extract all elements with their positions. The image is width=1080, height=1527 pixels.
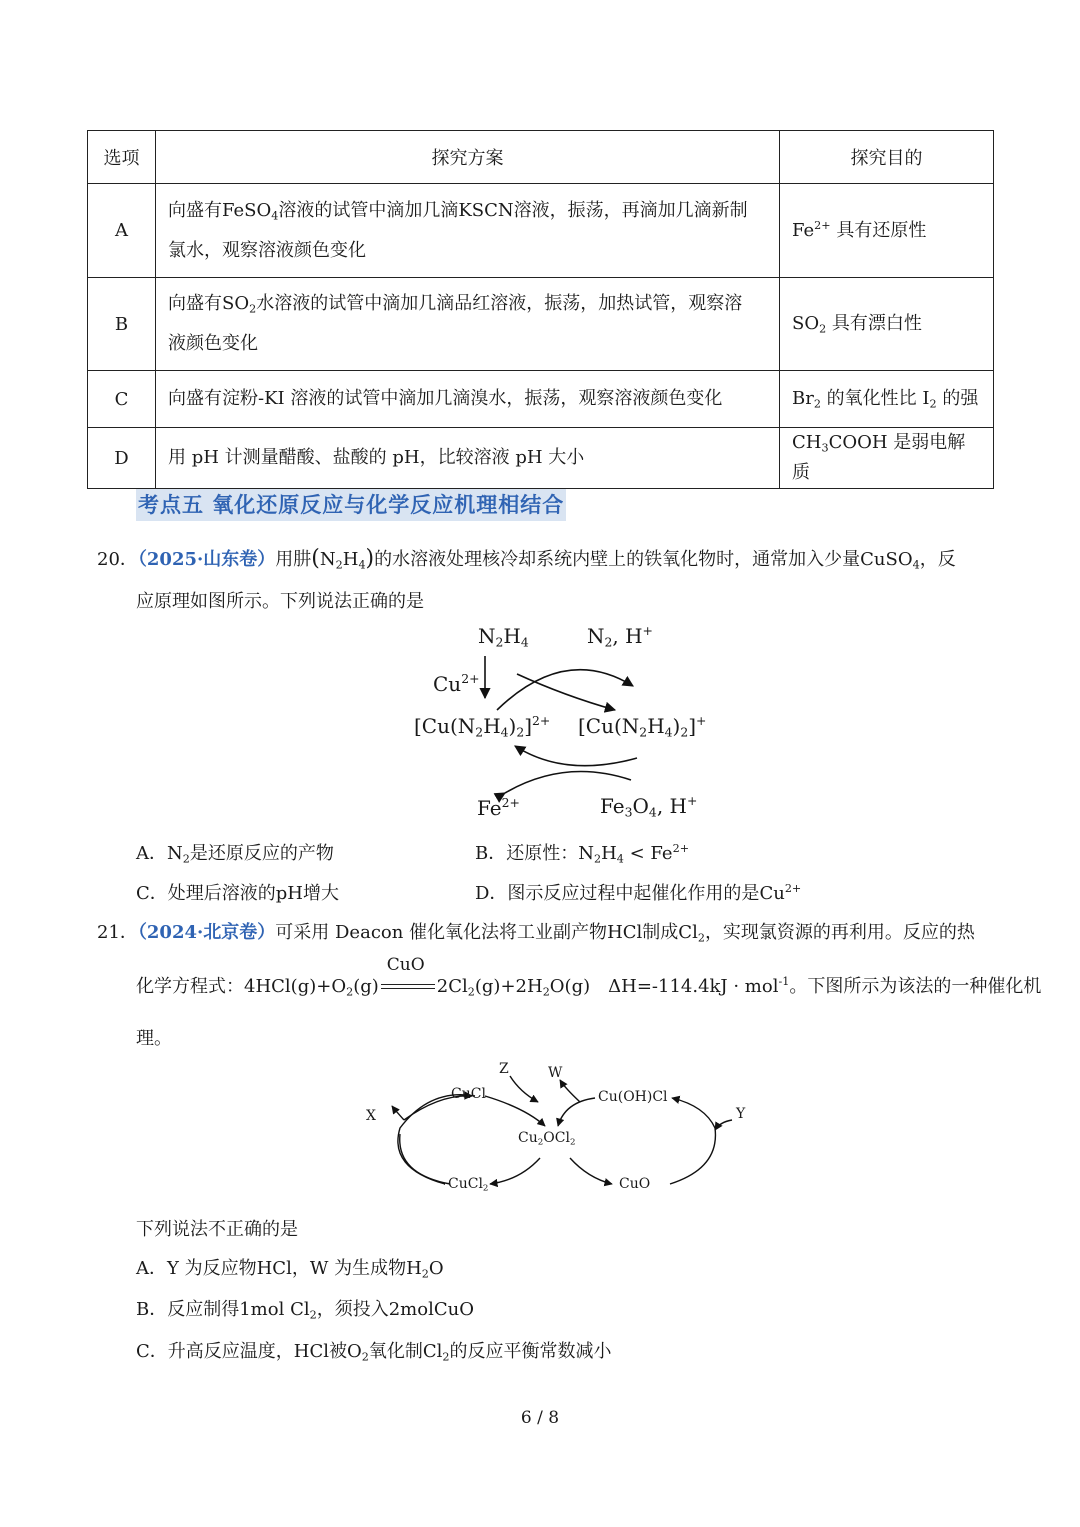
cu-complex-2plus-label: $[Cu(N_2H_4)_2]^{2+}$: [414, 712, 551, 740]
catalyst-equals: CuO: [381, 977, 435, 997]
cu2plus-label: $Cu^{2+}$: [433, 670, 480, 696]
q21-option-b: B．反应制得1mol $Cl_2$，须投入2molCuO: [136, 1299, 474, 1322]
q21-source: （2024·北京卷）: [137, 922, 276, 943]
cucl2-label: CuCl$_2$: [448, 1176, 489, 1194]
cucl-label: CuCl: [451, 1086, 486, 1102]
y-label: Y: [736, 1106, 746, 1122]
q20-option-a: A．$N_2$是还原反应的产物: [136, 843, 334, 866]
q20-option-d: D．图示反应过程中起催化作用的是$Cu^{2+}$: [475, 881, 802, 904]
header-goal: 探究目的: [780, 131, 994, 184]
row-plan: 用 pH 计测量醋酸、盐酸的 pH，比较溶液 pH 大小: [156, 428, 780, 489]
row-plan: 向盛有淀粉-KI 溶液的试管中滴加几滴溴水，振荡，观察溶液颜色变化: [156, 371, 780, 428]
q21-option-c: C．升高反应温度，HCl被$O_2$氧化制$Cl_2$的反应平衡常数减小: [136, 1341, 612, 1364]
cuohcl-label: Cu(OH)Cl: [598, 1089, 668, 1105]
row-plan: 向盛有FeSO$_4$溶液的试管中滴加几滴KSCN溶液，振荡，再滴加几滴新制 氯水，观察溶液颜色变化: [156, 184, 780, 278]
q20-line2: 应原理如图所示。下列说法正确的是: [136, 591, 424, 612]
q20-mechanism-diagram: [405, 618, 725, 828]
q20-line1: 20．（2025·山东卷）用肼$(N_2H_4)$的水溶液处理核冷却系统内壁上的铁氧化物时，通常加入少量CuSO$_4$，反: [97, 546, 956, 572]
header-plan: 探究方案: [156, 131, 780, 184]
table-row: [88, 371, 994, 428]
q21-equation-line: 化学方程式：$4HCl(g)+O_2(g)$ CuO $2Cl_2(g)+2H_2O(g) \Delta H=-114.4kJ \cdot mol^{-1}$。下图所示为该法的一种催化机: [136, 955, 1042, 999]
cu-complex-plus-label: $[Cu(N_2H_4)_2]^+$: [578, 712, 707, 740]
w-label: W: [548, 1065, 563, 1081]
row-goal: $SO_2$ 具有漂白性: [780, 278, 994, 371]
section-title: 考点五 氧化还原反应与化学反应机理相结合: [136, 489, 566, 521]
n2h4-label: $N_2H_4$: [478, 624, 529, 650]
table-header-row: [88, 131, 994, 184]
q20-source: （2025·山东卷）: [137, 549, 276, 570]
row-option: B: [88, 278, 156, 371]
page-number: 6 / 8: [520, 1408, 560, 1428]
row-plan: 向盛有$SO_2$水溶液的试管中滴加几滴品红溶液，振荡，加热试管，观察溶 液颜色变化: [156, 278, 780, 371]
cu2ocl2-label: $Cu_2OCl_2$: [518, 1130, 576, 1148]
row-goal: $Br_2$ 的氧化性比 $I_2$ 的强: [780, 371, 994, 428]
experiment-table: [87, 130, 994, 489]
q21-option-a: A．Y 为反应物HCl，W 为生成物$H_2O$: [136, 1258, 444, 1281]
row-option: A: [88, 184, 156, 278]
q21-prompt: 下列说法不正确的是: [136, 1219, 298, 1240]
n2-h-label: $N_2$, H+: [587, 622, 653, 650]
q21-line1: 21．（2024·北京卷）可采用 Deacon 催化氧化法将工业副产物HCl制成$Cl_2$，实现氯资源的再利用。反应的热: [97, 922, 975, 945]
q20-option-b: B．还原性：$N_2H_4 < Fe^{2+}$: [475, 841, 690, 866]
row-option: D: [88, 428, 156, 489]
fe2plus-label: $Fe^{2+}$: [477, 794, 520, 820]
q21-mechanism-diagram: [360, 1058, 760, 1203]
header-option: 选项: [88, 131, 156, 184]
x-label: X: [366, 1108, 376, 1124]
fe3o4-h-label: $Fe_3O_4$, H+: [600, 792, 698, 820]
table-row: [88, 184, 994, 278]
row-goal: $Fe^{2+}$ 具有还原性: [780, 184, 994, 278]
z-label: Z: [499, 1061, 509, 1077]
row-goal: $CH_3COOH$ 是弱电解质: [780, 428, 994, 489]
cuo-label: CuO: [619, 1176, 651, 1192]
q21-line3: 理。: [136, 1028, 172, 1049]
row-option: C: [88, 371, 156, 428]
q20-option-c: C．处理后溶液的pH增大: [136, 883, 340, 904]
table-row: [88, 278, 994, 371]
table-row: [88, 428, 994, 489]
